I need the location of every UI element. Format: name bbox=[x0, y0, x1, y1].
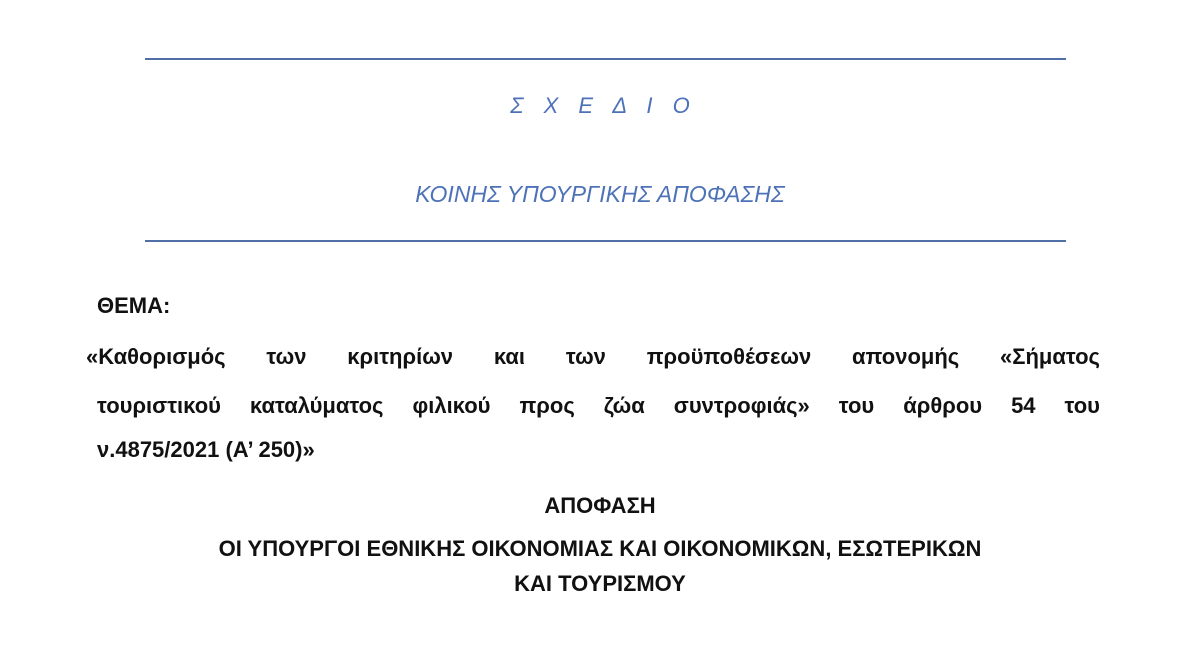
bottom-divider bbox=[145, 240, 1066, 242]
document-type-heading: ΚΟΙΝΗΣ ΥΠΟΥΡΓΙΚΗΣ ΑΠΟΦΑΣΗΣ bbox=[415, 181, 785, 207]
subject-label: ΘΕΜΑ: bbox=[97, 293, 171, 318]
ministers-line-1: ΟΙ ΥΠΟΥΡΓΟΙ ΕΘΝΙΚΗΣ ΟΙΚΟΝΟΜΙΑΣ ΚΑΙ ΟΙΚΟΝΟΜΙΚΩΝ, ΕΣΩΤΕΡΙΚΩΝ bbox=[218, 536, 982, 561]
subject-line-2: τουριστικού καταλύματος φιλικού προς ζώα συντροφιάς» του άρθρου 54 του bbox=[97, 393, 1100, 418]
ministers-line-2: ΚΑΙ ΤΟΥΡΙΣΜΟΥ bbox=[514, 571, 686, 596]
subject-line-1: «Καθορισμός των κριτηρίων και των προϋποθέσεων απονομής «Σήματος bbox=[86, 344, 1100, 369]
draft-label: Σ Χ Ε Δ Ι Ο bbox=[510, 93, 697, 118]
subject-line-3: ν.4875/2021 (Α’ 250)» bbox=[97, 437, 315, 462]
decision-title: ΑΠΟΦΑΣΗ bbox=[544, 493, 656, 518]
top-divider bbox=[145, 58, 1066, 60]
